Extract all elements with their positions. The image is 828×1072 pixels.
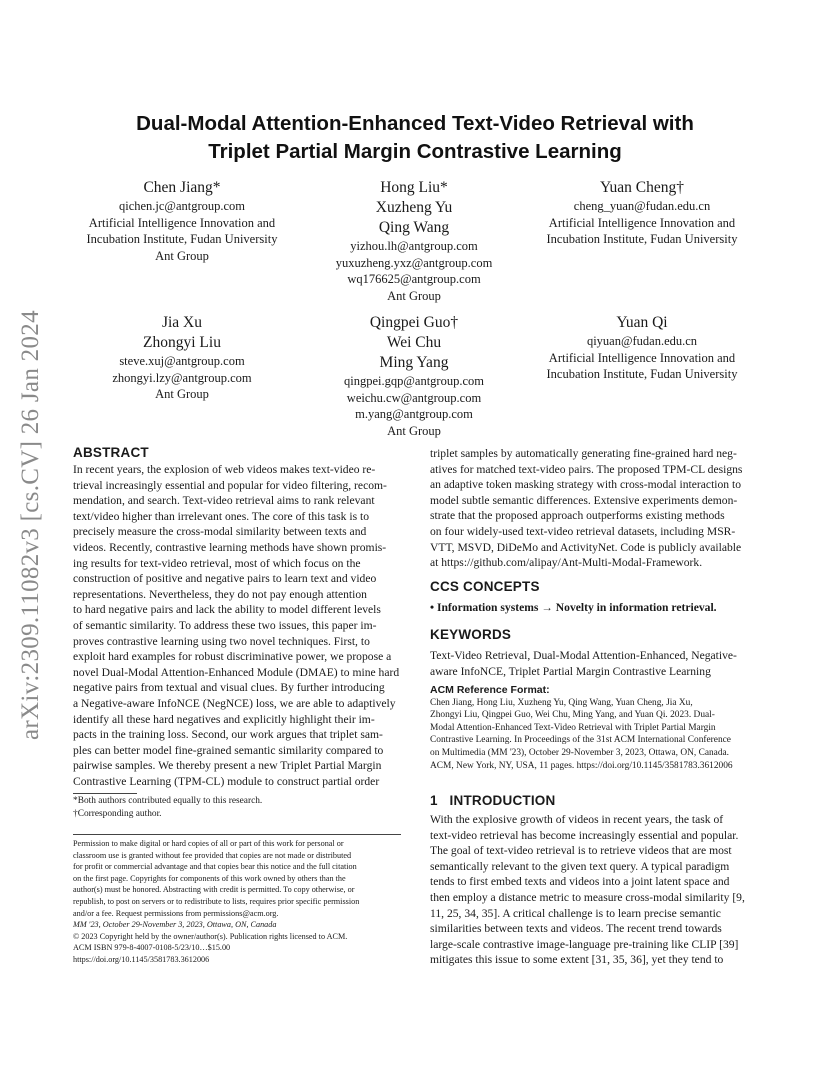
abstract-line: identify all these hard negatives and explicitly highlight their im- [73,712,375,726]
abstract-line: pairwise samples. We thereby present a new Triplet Partial Margin [73,759,382,773]
author-block-hong-liu [300,178,528,304]
footnote-rule [73,793,137,794]
paper-title [60,110,770,166]
introduction-heading: 1 INTRODUCTION [430,793,556,808]
footnote-equal-contribution: *Both authors contributed equally to this research. [73,796,263,806]
abstract-line: of semantic similarity. To address these two issues, this paper im- [73,618,377,632]
abstract-continuation [430,446,760,571]
abstract-line: trieval increasingly essential and popular for video filtering, recom- [73,478,387,492]
abstract-line: Contrastive Learning (TPM-CL) module to construct partial order [73,774,380,788]
introduction-body [430,812,760,968]
author-email[interactable]: yizhou.lh@antgroup.com [350,239,478,253]
title-line-1: Dual-Modal Attention-Enhanced Text-Video Retrieval with [136,112,694,135]
abstract-line: ples can better model fine-grained semantic similarity compared to [73,743,384,757]
author-block-qingpei-guo [300,313,528,439]
intro-line: large-scale contrastive image-language pre-training like CLIP [39] [430,937,739,951]
author-email[interactable]: yuxuzheng.yxz@antgroup.com [335,255,493,270]
permission-line: author(s) must be honored. Abstracting with credit is permitted. To copy otherwise, or [73,885,355,895]
acm-reference-line: Zhongyi Liu, Qingpei Guo, Wei Chu, Ming Yang, and Yuan Qi. 2023. Dual- [430,710,715,721]
permission-rule [73,834,401,835]
acm-reference-line: Modal Attention-Enhanced Text-Video Retrieval with Triplet Partial Margin [430,722,716,733]
abstract-line: strate that the proposed approach outperforms existing methods [430,509,725,523]
isbn-line: ACM ISBN 979-8-4007-0108-5/23/10…$15.00 [73,943,231,953]
author-email[interactable]: qichen.jc@antgroup.com [118,199,246,213]
author-name: Yuan Qi [616,314,668,331]
title-line-2: Triplet Partial Margin Contrastive Learning [208,140,622,163]
ccs-concepts-section [430,578,760,616]
intro-line: tends to first embed texts and videos into a joint latent space and [430,875,730,889]
author-affiliation: Ant Group [387,288,441,303]
arxiv-identifier-stamp: arXiv:2309.11082v3 [cs.CV] 26 Jan 2024 [17,310,44,740]
intro-line: semantically relevant to the given text query. A typical paradigm [430,859,730,873]
author-name: Ming Yang [379,354,449,371]
abstract-line: an adaptive token masking strategy with cross-modal interaction to [430,478,742,492]
author-name: Qingpei Guo† [369,314,459,331]
acm-reference-line: Chen Jiang, Hong Liu, Xuzheng Yu, Qing Wang, Yuan Cheng, Jia Xu, [430,697,693,708]
author-name: Zhongyi Liu [143,334,221,351]
abstract-line: ing results for text-video retrieval, most of which focus on the [73,556,361,570]
intro-line: text-video retrieval has become increasingly essential and popular. [430,828,739,842]
ccs-heading: CCS CONCEPTS [430,579,540,594]
abstract-line: proves contrastive learning using two novel techniques. First, to [73,634,370,648]
permission-line: for profit or commercial advantage and that copies bear this notice and the full citation [73,862,357,872]
introduction-section [430,792,760,968]
footnotes [73,795,401,820]
acm-reference-line: on Multimedia (MM '23), October 29-November 3, 2023, Ottawa, ON, Canada. [430,747,730,758]
abstract-line: representations. Nevertheless, they do not pay enough attention [73,587,367,601]
abstract-heading: ABSTRACT [73,445,149,460]
author-affiliation: Ant Group [387,423,441,438]
abstract-line: to hard negative pairs and lack the ability to model different levels [73,603,381,617]
permission-notice [73,838,403,966]
intro-line: With the explosive growth of videos in recent years, the task of [430,813,724,826]
keywords-section [430,626,760,679]
abstract-line: exploit hard examples for robust discriminative power, we propose a [73,650,392,664]
acm-reference-heading: ACM Reference Format: [430,684,550,696]
permission-line: republish, to post on servers or to redistribute to lists, requires prior specific permission [73,896,360,906]
author-affiliation: Incubation Institute, Fudan University [546,232,738,246]
author-affiliation: Incubation Institute, Fudan University [546,367,738,381]
author-email[interactable]: m.yang@antgroup.com [355,407,473,421]
author-affiliation: Artificial Intelligence Innovation and [548,215,736,230]
abstract-line: atives for matched text-video pairs. The proposed TPM-CL designs [430,462,743,476]
author-block-jia-xu [62,313,302,403]
author-affiliation: Artificial Intelligence Innovation and [548,350,736,365]
author-email[interactable]: qingpei.gqp@antgroup.com [344,374,484,388]
permission-line: and/or a fee. Request permissions from permissions@acm.org. [73,908,279,918]
author-email[interactable]: qiyuan@fudan.edu.cn [586,334,698,348]
abstract-line: VTT, MSVD, DiDeMo and ActivityNet. Code is publicly available [430,540,742,554]
author-name: Xuzheng Yu [375,199,453,216]
abstract-line: triplet samples by automatically generating fine-grained hard neg- [430,447,737,460]
author-affiliation: Incubation Institute, Fudan University [86,232,278,246]
author-name: Jia Xu [161,314,203,331]
acm-reference-section [430,684,760,772]
keywords-line: Text-Video Retrieval, Dual-Modal Attention-Enhanced, Negative- [430,649,737,662]
intro-line: 11, 25, 34, 35]. A critical challenge is to learn precise semantic [430,906,721,920]
author-block-yuan-cheng [518,178,766,248]
conference-line: MM '23, October 29-November 3, 2023, Ottawa, ON, Canada [73,920,277,930]
author-email[interactable]: zhongyi.lzy@antgroup.com [112,370,252,385]
abstract-line: text/video higher than irrelevant ones. The core of this task is to [73,509,369,523]
keywords-heading: KEYWORDS [430,627,512,642]
intro-line: mitigates this issue to some extent [31, 35, 36], yet they tend to [430,953,724,967]
author-email[interactable]: cheng_yuan@fudan.edu.cn [573,199,711,213]
author-email[interactable]: steve.xuj@antgroup.com [119,354,245,368]
author-block-chen-jiang [62,178,302,264]
abstract-line: a Negative-aware InfoNCE (NegNCE) loss, we are able to adaptively [73,696,396,710]
permission-line: on the first page. Copyrights for components of this work owned by others than the [73,873,346,883]
abstract-line: novel Dual-Modal Attention-Enhanced Module (DMAE) to mine hard [73,665,400,679]
permission-line: classroom use is granted without fee provided that copies are not made or distributed [73,850,352,860]
author-affiliation: Artificial Intelligence Innovation and [88,215,276,230]
author-name: Hong Liu* [380,179,448,196]
doi-link[interactable]: https://doi.org/10.1145/3581783.3612006 [73,954,210,964]
permission-line: Permission to make digital or hard copies of all or part of this work for personal or [73,839,344,848]
abstract-line: In recent years, the explosion of web videos makes text-video re- [73,463,376,476]
acm-reference-line: Contrastive Learning. In Proceedings of the 31st ACM International Conference [430,735,731,746]
abstract-line: model subtle semantic differences. Extensive experiments demon- [430,493,738,507]
footnote-corresponding-author: †Corresponding author. [73,808,162,819]
abstract-section [73,444,401,789]
abstract-line: videos. Recently, contrastive learning methods have shown promis- [73,540,387,554]
author-name: Chen Jiang* [143,179,221,196]
abstract-line: negative pairs from textual and visual clues. By further introducing [73,681,385,695]
abstract-body [73,462,401,789]
intro-line: The goal of text-video retrieval is to retrieve videos that are most [430,844,732,858]
abstract-line: precisely measure the cross-modal similarity between texts and [73,525,367,539]
author-block-yuan-qi [518,313,766,383]
author-name: Yuan Cheng† [600,179,684,196]
abstract-line: mendation, and search. Text-video retrieval aims to rank relevant [73,494,375,508]
author-name: Wei Chu [386,334,442,351]
abstract-line: construction of positive and negative pairs to learn text and video [73,572,377,586]
copyright-line: © 2023 Copyright held by the owner/author(s). Publication rights licensed to ACM. [73,931,348,941]
author-name: Qing Wang [378,219,450,236]
keywords-line: aware InfoNCE, Triplet Partial Margin Contrastive Learning [430,664,711,678]
author-affiliation: Ant Group [155,248,209,263]
code-link-line[interactable]: at https://github.com/alipay/Ant-Multi-Modal-Framework. [430,556,703,570]
author-email[interactable]: weichu.cw@antgroup.com [346,390,482,405]
ccs-item: • Information systems → Novelty in information retrieval. [430,601,717,614]
intro-line: similarities between texts and videos. The recent trend towards [430,922,722,936]
author-affiliation: Ant Group [155,387,209,401]
abstract-line: pacts in the training loss. Second, our work argues that triplet sam- [73,728,383,742]
acm-reference-line: ACM, New York, NY, USA, 11 pages. https://doi.org/10.1145/3581783.3612006 [430,760,733,771]
abstract-line: on four widely-used text-video retrieval datasets, including MSR- [430,524,736,538]
intro-line: then employ a distance metric to measure cross-modal similarity [9, [430,890,745,904]
author-email[interactable]: wq176625@antgroup.com [347,272,481,286]
